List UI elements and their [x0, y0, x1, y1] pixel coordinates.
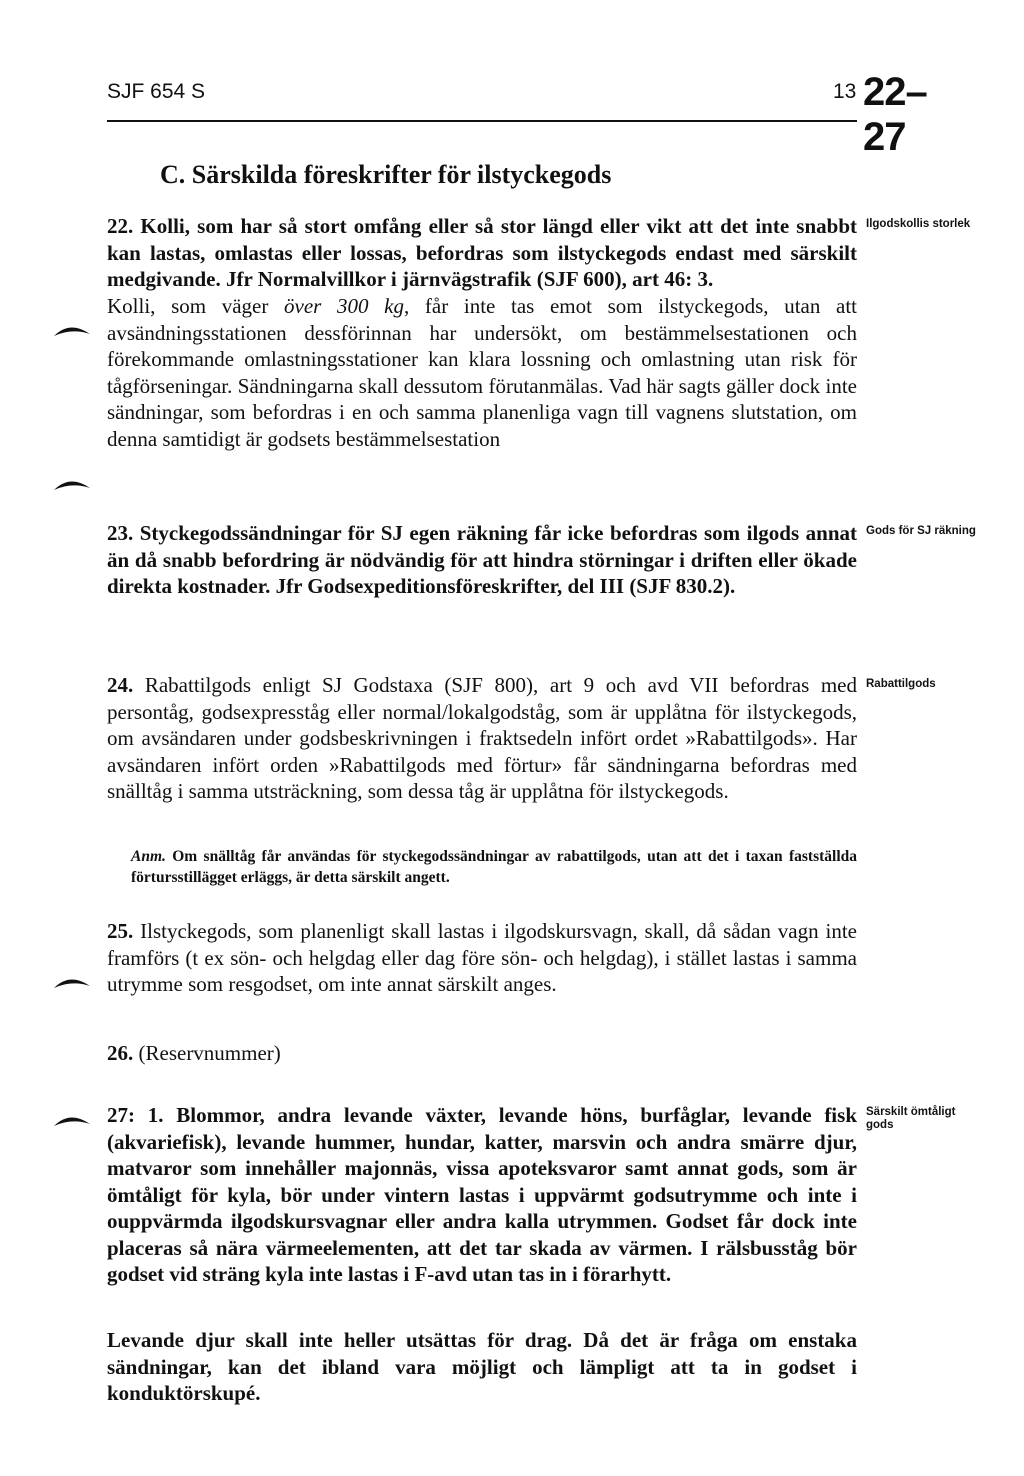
paragraph-26 [107, 1040, 857, 1067]
paragraph-24 [107, 672, 857, 805]
section-title: C. Särskilda föreskrifter för ilstyckegods [160, 160, 612, 189]
revision-mark-icon [52, 970, 92, 990]
paragraph-text: Blommor, andra levande växter, levande höns, burfåglar, levande fisk (akvariefisk), levande hummer, hundar, katter, marsvin och andra smärre djur, matvaror som innehåller majonnäs, vissa apoteksvaror samt annat gods, som är ömtåligt för kyla, bör under vintern lastas i uppvärmt godsutrymme och inte i ouppvärmda ilgodskursvagnar eller andra kalla utrymmen. Godset får dock inte placeras så nära värmeelementen, att det tar skada av värmen. I rälsbusståg bör godset vid sträng kyla inte lastas i F-avd utan tas in i förarhytt. [107, 1103, 857, 1286]
paragraph-text: , får inte tas emot som ilstyckegods, utan att avsändningsstationen dessförinnan har undersökt, om bestämmelsestationen och förekommande omlastningsstationer kan klara lossning och omlastning utan risk för tågförseningar. Sändningarna skall dessutom förutanmälas. Vad här sagts gäller dock inte sändningar, som befordras i en och samma planenliga vagn till vagnens slutstation, om denna samtidigt är godsets bestämmelsestation [107, 294, 857, 451]
paragraph-text: (Reservnummer) [138, 1041, 281, 1065]
paragraph-text: Kolli, som har så stort omfång eller så stor längd eller vikt att det inte snabbt kan lastas, omlastas eller lossas, befordras som ilstyckegods endast med särskilt medgivande. Jfr Normalvillkor i järnvägstrafik (SJF 600), art 46: 3. [107, 214, 858, 291]
margin-note-23: Gods för SJ räkning [866, 525, 976, 537]
paragraph-27-continued [107, 1327, 857, 1407]
margin-note-22: Ilgodskollis storlek [866, 218, 971, 230]
paragraph-22 [107, 213, 857, 293]
emphasis-text: över 300 kg [284, 294, 404, 318]
header-rule [107, 120, 857, 122]
note-text: Om snälltåg får användas för styckegodssändningar av rabattilgods, utan att det i taxan fastställda förtursstillägget erläggs, är detta särskilt angett. [131, 848, 857, 886]
margin-note-27: Särskilt ömtåligt gods [866, 1106, 956, 1131]
section-range: 22–27 [863, 70, 927, 159]
paragraph-number: 25. [107, 919, 134, 943]
page-number: 13 [833, 80, 857, 103]
paragraph-number: 24. [107, 673, 134, 697]
paragraph-number: 26. [107, 1041, 134, 1065]
revision-mark-icon [52, 1108, 92, 1128]
note-label: Anm. [131, 848, 166, 865]
paragraph-22-continued [107, 293, 857, 452]
revision-mark-icon [52, 318, 92, 338]
document-code: SJF 654 S [107, 80, 206, 103]
paragraph-number: 23. [107, 521, 134, 545]
paragraph-text: Rabattilgods enligt SJ Godstaxa (SJF 800), art 9 och avd VII befordras med persontåg, godsexpresståg eller normal/lokalgodståg, som är upplåtna för ilstyckegods, om avsändaren under godsbeskrivningen i fraktsedeln infört ordet »Rabattilgods». Har avsändaren infört orden »Rabattilgods med förtur» får sändningarna befordras med snälltåg i samma utsträckning, som dessa tåg är upplåtna för ilstyckegods. [107, 673, 857, 803]
paragraph-text: Styckegodssändningar för SJ egen räkning får icke befordras som ilgods annat än då snabb befordring är nödvändig för att hindra störningar i driften eller ökade direkta kostnader. Jfr Godsexpeditionsföreskrifter, del III (SJF 830.2). [107, 521, 857, 598]
paragraph-text: Ilstyckegods, som planenligt skall lastas i ilgodskursvagn, skall, då sådan vagn inte framförs (t ex sön- och helgdag eller dag före sön- och helgdag), i stället lastas i samma utrymme som resgodset, om inte annat särskilt anges. [107, 919, 857, 996]
paragraph-text: Kolli, som väger [107, 294, 269, 318]
paragraph-number: 27: 1. [107, 1103, 164, 1127]
page-header [107, 70, 967, 159]
margin-note-24: Rabattilgods [866, 678, 936, 690]
paragraph-number: 22. [107, 214, 134, 238]
paragraph-25 [107, 918, 857, 998]
paragraph-23 [107, 520, 857, 600]
revision-mark-icon [52, 472, 92, 492]
paragraph-27 [107, 1102, 857, 1288]
paragraph-text: Levande djur skall inte heller utsättas för drag. Då det är fråga om enstaka sändningar, kan det ibland vara möjligt och lämpligt att ta in godset i konduktörskupé. [107, 1328, 857, 1405]
note-24 [107, 846, 857, 888]
